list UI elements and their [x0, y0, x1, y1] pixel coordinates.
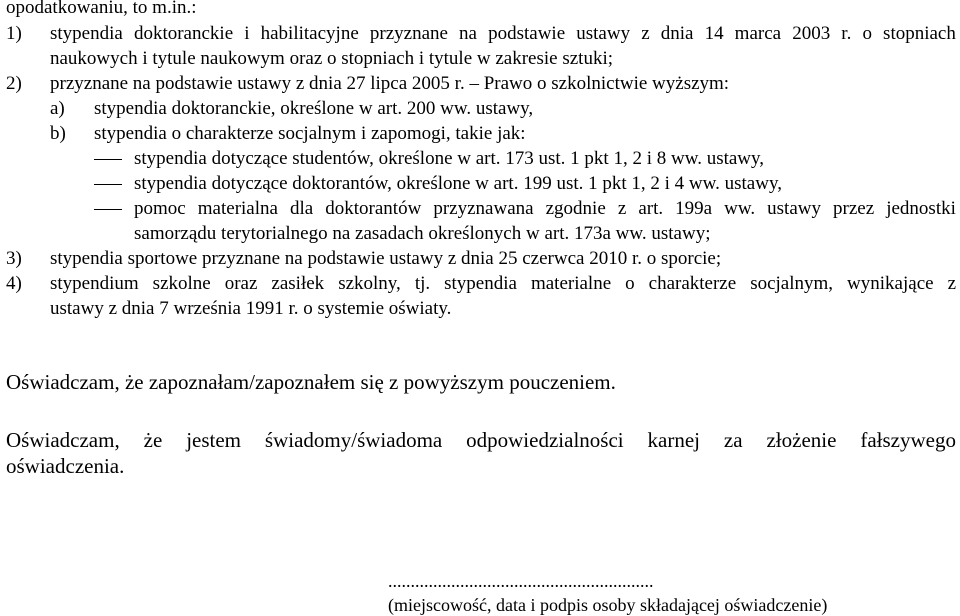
item-1-number: 1)	[6, 23, 22, 44]
dash-item-3-continued: samorządu terytorialnego na zasadach określonych w art. 173a ww. ustawy;	[134, 223, 711, 244]
declaration-2-line-2: oświadczenia.	[6, 454, 125, 478]
item-1-line-2: naukowych i tytule naukowym oraz o stopniach i tytule w zakresie sztuki;	[50, 48, 613, 69]
item-3-line-1: stypendia sportowe przyznane na podstawie ustawy z dnia 25 czerwca 2010 r. o sporcie;	[50, 248, 722, 269]
dash-bullet	[94, 159, 122, 160]
item-4-number: 4)	[6, 273, 22, 294]
item-2a-text: stypendia doktoranckie, określone w art. 200 ww. ustawy,	[94, 98, 534, 119]
declaration-2-line-1: Oświadczam, że jestem świadomy/świadoma odpowiedzialności karnej za złożenie fałszywego	[6, 428, 956, 452]
dash-item-1: stypendia dotyczące studentów, określone w art. 173 ust. 1 pkt 1, 2 i 8 ww. ustawy,	[134, 148, 765, 169]
declaration-1: Oświadczam, że zapoznałam/zapoznałem się z powyższym pouczeniem.	[6, 370, 616, 394]
item-2a-letter: a)	[50, 98, 65, 119]
dash-bullet	[94, 184, 122, 185]
item-4-line-1: stypendium szkolne oraz zasiłek szkolny, tj. stypendia materialne o charakterze socjalnym, wynikające z	[50, 273, 956, 294]
item-3-number: 3)	[6, 248, 22, 269]
dash-item-3: pomoc materialna dla doktorantów przyznawana zgodnie z art. 199a ww. ustawy przez jednostki	[134, 198, 956, 219]
item-1-line-1: stypendia doktoranckie i habilitacyjne przyznane na podstawie ustawy z dnia 14 marca 2003 r. o stopniach	[50, 23, 956, 44]
item-2-number: 2)	[6, 73, 22, 94]
signature-line: ...........................................................	[388, 571, 654, 591]
intro-text: opodatkowaniu, to m.in.:	[6, 0, 197, 18]
signature-caption: (miejscowość, data i podpis osoby składającej oświadczenie)	[388, 595, 828, 615]
dash-item-2: stypendia dotyczące doktorantów, określone w art. 199 ust. 1 pkt 1, 2 i 4 ww. ustawy,	[134, 173, 782, 194]
item-2b-text: stypendia o charakterze socjalnym i zapomogi, takie jak:	[94, 123, 526, 144]
item-2b-letter: b)	[50, 123, 66, 144]
item-2-line-1: przyznane na podstawie ustawy z dnia 27 lipca 2005 r. – Prawo o szkolnictwie wyższym:	[50, 73, 730, 94]
item-4-line-2: ustawy z dnia 7 września 1991 r. o systemie oświaty.	[50, 298, 452, 319]
dash-bullet	[94, 209, 122, 210]
